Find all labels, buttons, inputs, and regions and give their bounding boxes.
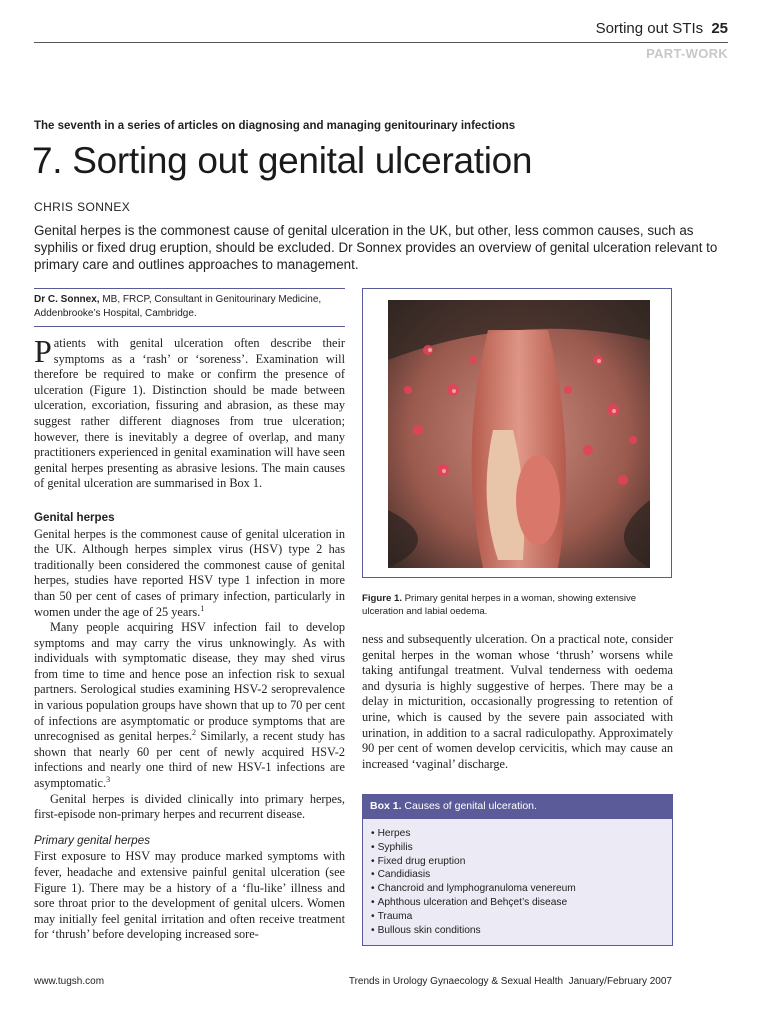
- figure-label: Figure 1.: [362, 593, 402, 604]
- box-title: Causes of genital ulceration.: [401, 800, 537, 812]
- body-column-right: [362, 632, 673, 772]
- intro-paragraph: [34, 333, 345, 492]
- footer-website: www.tugsh.com: [34, 976, 105, 987]
- primary-paragraph: First exposure to HSV may produce marked symptoms with fever, headache and extensive painful genital ulceration (see Figure 1). There may be a history of a ‘flu-like’ illness and sore throat prior to the development of genital ulcers. Women may initially feel genital irritation and often receive treatment for ‘thrush’ before developing increased sore-: [34, 849, 345, 942]
- affiliation-rule-top: [34, 288, 345, 289]
- body-column-left: [34, 333, 345, 943]
- intro-text: atients with genital ulceration often describe their symptoms as a ‘rash’ or ‘soreness’. Examination will therefore be required to make or confirm the presence of ulceration (Figure 1). Distinction should be made between ulceration, excoriation, fissuring and abrasion, as these may suggest rather different diagnoses from true ulceration; however, there is inevitably a degree of overlap, and many practitioners experienced in genital examination will have seen genital herpes presenting as abrasive lesions. The main causes of genital ulceration are summarised in Box 1.: [34, 336, 345, 491]
- reference-3: 3: [106, 774, 111, 784]
- list-item: • Trauma: [371, 910, 672, 924]
- journal-name: Trends in Urology Gynaecology & Sexual Health: [348, 976, 564, 987]
- list-item: • Bullous skin conditions: [371, 924, 672, 938]
- continued-paragraph: ness and subsequently ulceration. On a practical note, consider genital herpes in the woman whose ‘thrush’ worsens while taking antifungal treatment. Vulval tenderness with oedema and dysuria is highly suggestive of herpes. There may be a delay in micturition, occasionally progressing to retention of urine, which is caused by the severe pain associated with urination, in addition to a sacral radiculopathy. Approximately 90 per cent of women develop cervicitis, which may cause an increased ‘vaginal’ discharge.: [362, 632, 673, 771]
- list-item: • Fixed drug eruption: [371, 855, 672, 869]
- heading-genital-herpes: Genital herpes: [34, 510, 115, 524]
- herpes-paragraph-3: Genital herpes is divided clinically into primary herpes, first-episode non-primary herpes and recurrent disease.: [34, 791, 345, 822]
- box-causes: [362, 794, 673, 946]
- clinical-photo: [388, 300, 650, 568]
- herpes-paragraph-2: [34, 620, 345, 792]
- herpes-text-1: Genital herpes is the commonest cause of genital ulceration in the UK. Although herpes simplex virus (HSV) type 2 has traditionally been considered the commonest cause of genital herpes, studies have reported HSV type 1 infection in more than 50 per cent of cases of primary infection, particularly in women under the age of 25 years.: [34, 526, 345, 619]
- affiliation-name: Dr C. Sonnex,: [34, 294, 100, 305]
- article-title: 7. Sorting out genital ulceration: [32, 140, 533, 181]
- box-label: Box 1.: [370, 800, 402, 812]
- footer-journal: [349, 976, 672, 987]
- affiliation-details: MB, FRCP, Consultant in Genitourinary Medicine, Addenbrooke’s Hospital, Cambridge.: [34, 294, 322, 319]
- header-rule: [34, 42, 728, 43]
- section-label: PART-WORK: [646, 46, 728, 61]
- issue-date: January/February 2007: [568, 976, 672, 987]
- figure-caption-text: Primary genital herpes in a woman, showing extensive ulceration and labial oedema.: [362, 593, 637, 617]
- reference-1: 1: [200, 603, 205, 613]
- list-item: • Candidiasis: [371, 868, 672, 882]
- box-header: [363, 795, 672, 819]
- affiliation-rule-bottom: [34, 326, 345, 327]
- list-item: • Herpes: [371, 827, 672, 841]
- list-item: • Aphthous ulceration and Behçet’s disease: [371, 896, 672, 910]
- running-title: Sorting out STIs: [595, 20, 704, 37]
- author-affiliation: [34, 293, 345, 321]
- herpes-text-2: Many people acquiring HSV infection fail to develop symptoms and may carry the virus unknowingly. As with individuals with symptomatic disease, they may shed virus from time to time and hence pose an infection risk to sexual partners. Serological studies examining HSV-2 seroprevalence in various population groups have shown that up to 70 per cent of infections are asymptomatic or produce symptoms that are unrecognised as genital herpes.: [34, 620, 345, 744]
- page-number: 25: [711, 20, 728, 37]
- causes-list: [363, 827, 672, 937]
- herpes-paragraph-1: [34, 527, 345, 621]
- heading-primary-herpes: Primary genital herpes: [34, 833, 150, 847]
- drop-cap: P: [34, 333, 52, 369]
- list-item: • Syphilis: [371, 841, 672, 855]
- running-head: [596, 20, 728, 37]
- author-name: CHRIS SONNEX: [34, 200, 131, 214]
- figure-caption: [362, 592, 672, 618]
- reference-2: 2: [191, 728, 196, 738]
- herpes-text-2b: Similarly, a recent study has shown that nearly 60 per cent of newly acquired HSV-2 infections and nearly one third of new HSV-1 infections are asymptomatic.: [34, 729, 345, 791]
- clinical-photo-illustration: [388, 300, 650, 568]
- list-item: • Chancroid and lymphogranuloma venereum: [371, 882, 672, 896]
- standfirst: Genital herpes is the commonest cause of genital ulceration in the UK, but other, less common causes, such as syphilis or fixed drug eruption, should be excluded. Dr Sonnex provides an overview of genital ulceration relevant to primary care and outlines approaches to management.: [34, 223, 718, 272]
- series-line: The seventh in a series of articles on diagnosing and managing genitourinary infections: [34, 120, 516, 132]
